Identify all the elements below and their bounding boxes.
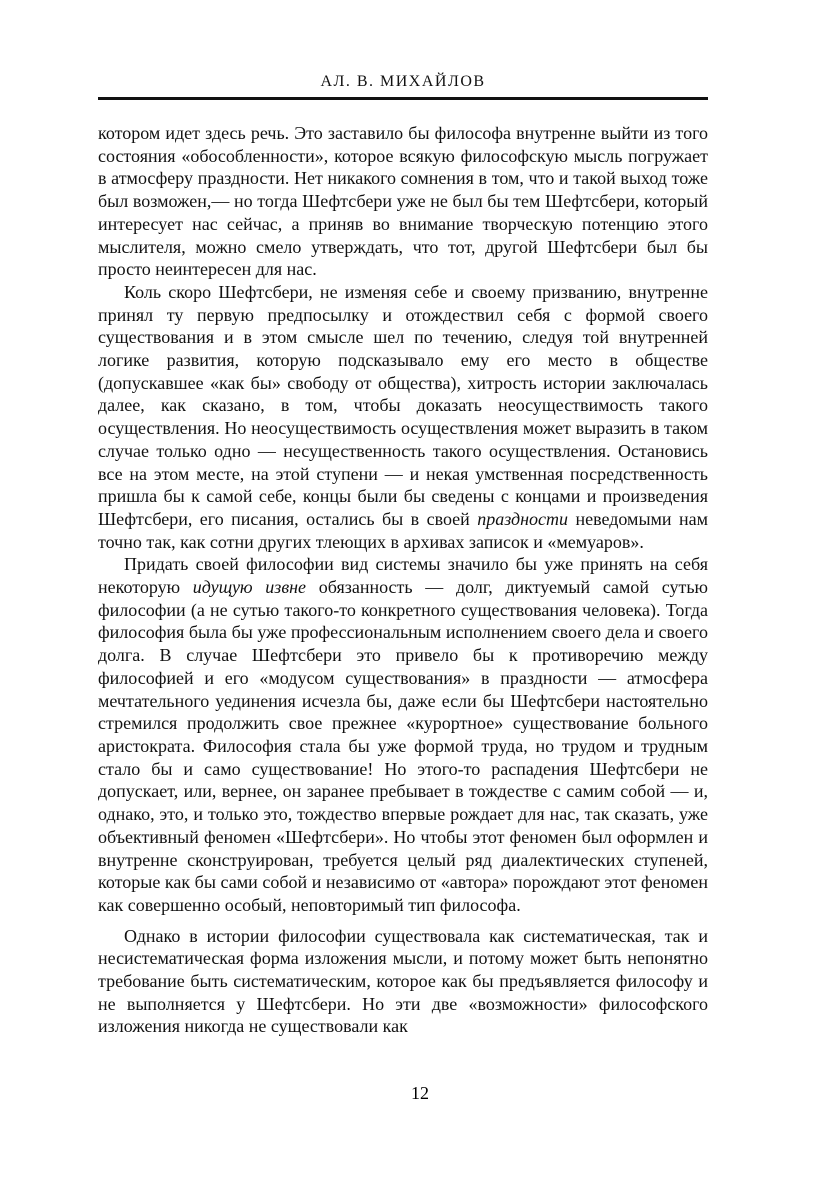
header-rule [98, 97, 708, 100]
paragraph-2-text-a: Коль скоро Шефтсбери, не изменяя себе и своему призванию, внутренне принял ту первую предпосылку и отождествил себя с формой своего существования и в этом смысле шел по течению, следуя той внутренней логике развития, которую подсказывало ему его место в обществе (допускавшее «как бы» свободу от общества), хитрость истории заключалась далее, как сказано, в том, чтобы доказать неосуществимость такого осуществления. Но неосуществимость осуществления может выразить в таком случае только одно — несущественность такого осуществления. Остановись все на этом месте, на этой ступени — и некая умственная посредственность пришла бы к самой себе, концы были бы сведены с концами и произведения Шефтсбери, его писания, остались бы в своей [98, 281, 708, 529]
paragraph-2 [98, 281, 708, 553]
paragraph-2-emphasis: праздности [477, 508, 569, 529]
page-number: 12 [411, 1083, 429, 1103]
paragraph-3-text-a: Придать своей философии вид системы значило бы уже принять на себя некоторую [98, 554, 708, 598]
paragraph-3-text-b: обязанность — долг, диктуемый самой сутью философии (а не сутью такого-то конкретного существования человека). Тогда философия была бы уже профессиональным исполнением своего дела и своего долга. В случае Шефтсбери это привело бы к противоречию между философией и его «модусом существования» в праздности — атмосфера мечтательного уединения исчезла бы, даже если бы Шефтсбери настоятельно стремился продолжить свое прежнее «курортное» существование больного аристократа. Философия стала бы уже формой труда, но трудом и трудным стало бы и само существование! Но этого-то распадения Шефтсбери не допускает, или, вернее, он заранее пребывает в тождестве с самим собой — и, однако, это, и только это, тождество впервые рождает для нас, так сказать, уже объективный феномен «Шефтсбери». Но чтобы этот феномен был оформлен и внутренне сконструирован, требуется целый ряд диалектических ступеней, которые как бы сами собой и независимо от «автора» порождают этот феномен как совершенно особый, неповторимый тип философа. [98, 577, 708, 915]
paragraph-1 [98, 122, 708, 281]
paragraph-4-text: Однако в истории философии существовала как систематическая, так и несистематическая форма изложения мысли, и потому может быть непонятно требование быть систематическим, которое как бы предъявляется философу и не выполняется у Шефтсбери. Но эти две «возможности» философского изложения никогда не существовали как [98, 925, 708, 1037]
page [98, 72, 708, 1038]
paragraph-1-text: котором идет здесь речь. Это заставило бы философа внутренне выйти из того состояния «обособленности», которое всякую философскую мысль погружает в атмосферу праздности. Нет никакого сомнения в том, что и такой выход тоже был возможен,— но тогда Шефтсбери уже не был бы тем Шефтсбери, который интересует нас сейчас, а приняв во внимание творческую потенцию этого мыслителя, можно смело утверждать, что тот, другой Шефтсбери был бы просто неинтересен для нас. [98, 123, 708, 280]
paragraph-4 [98, 925, 708, 1039]
body-text [98, 122, 708, 1038]
paragraph-3-emphasis: идущую извне [192, 577, 307, 598]
running-head: АЛ. В. МИХАЙЛОВ [320, 73, 486, 90]
paragraph-3 [98, 553, 708, 916]
paragraph-2-text-b: неведомыми нам точно так, как сотни других тлеющих в архивах записок и «мемуаров». [98, 508, 709, 552]
